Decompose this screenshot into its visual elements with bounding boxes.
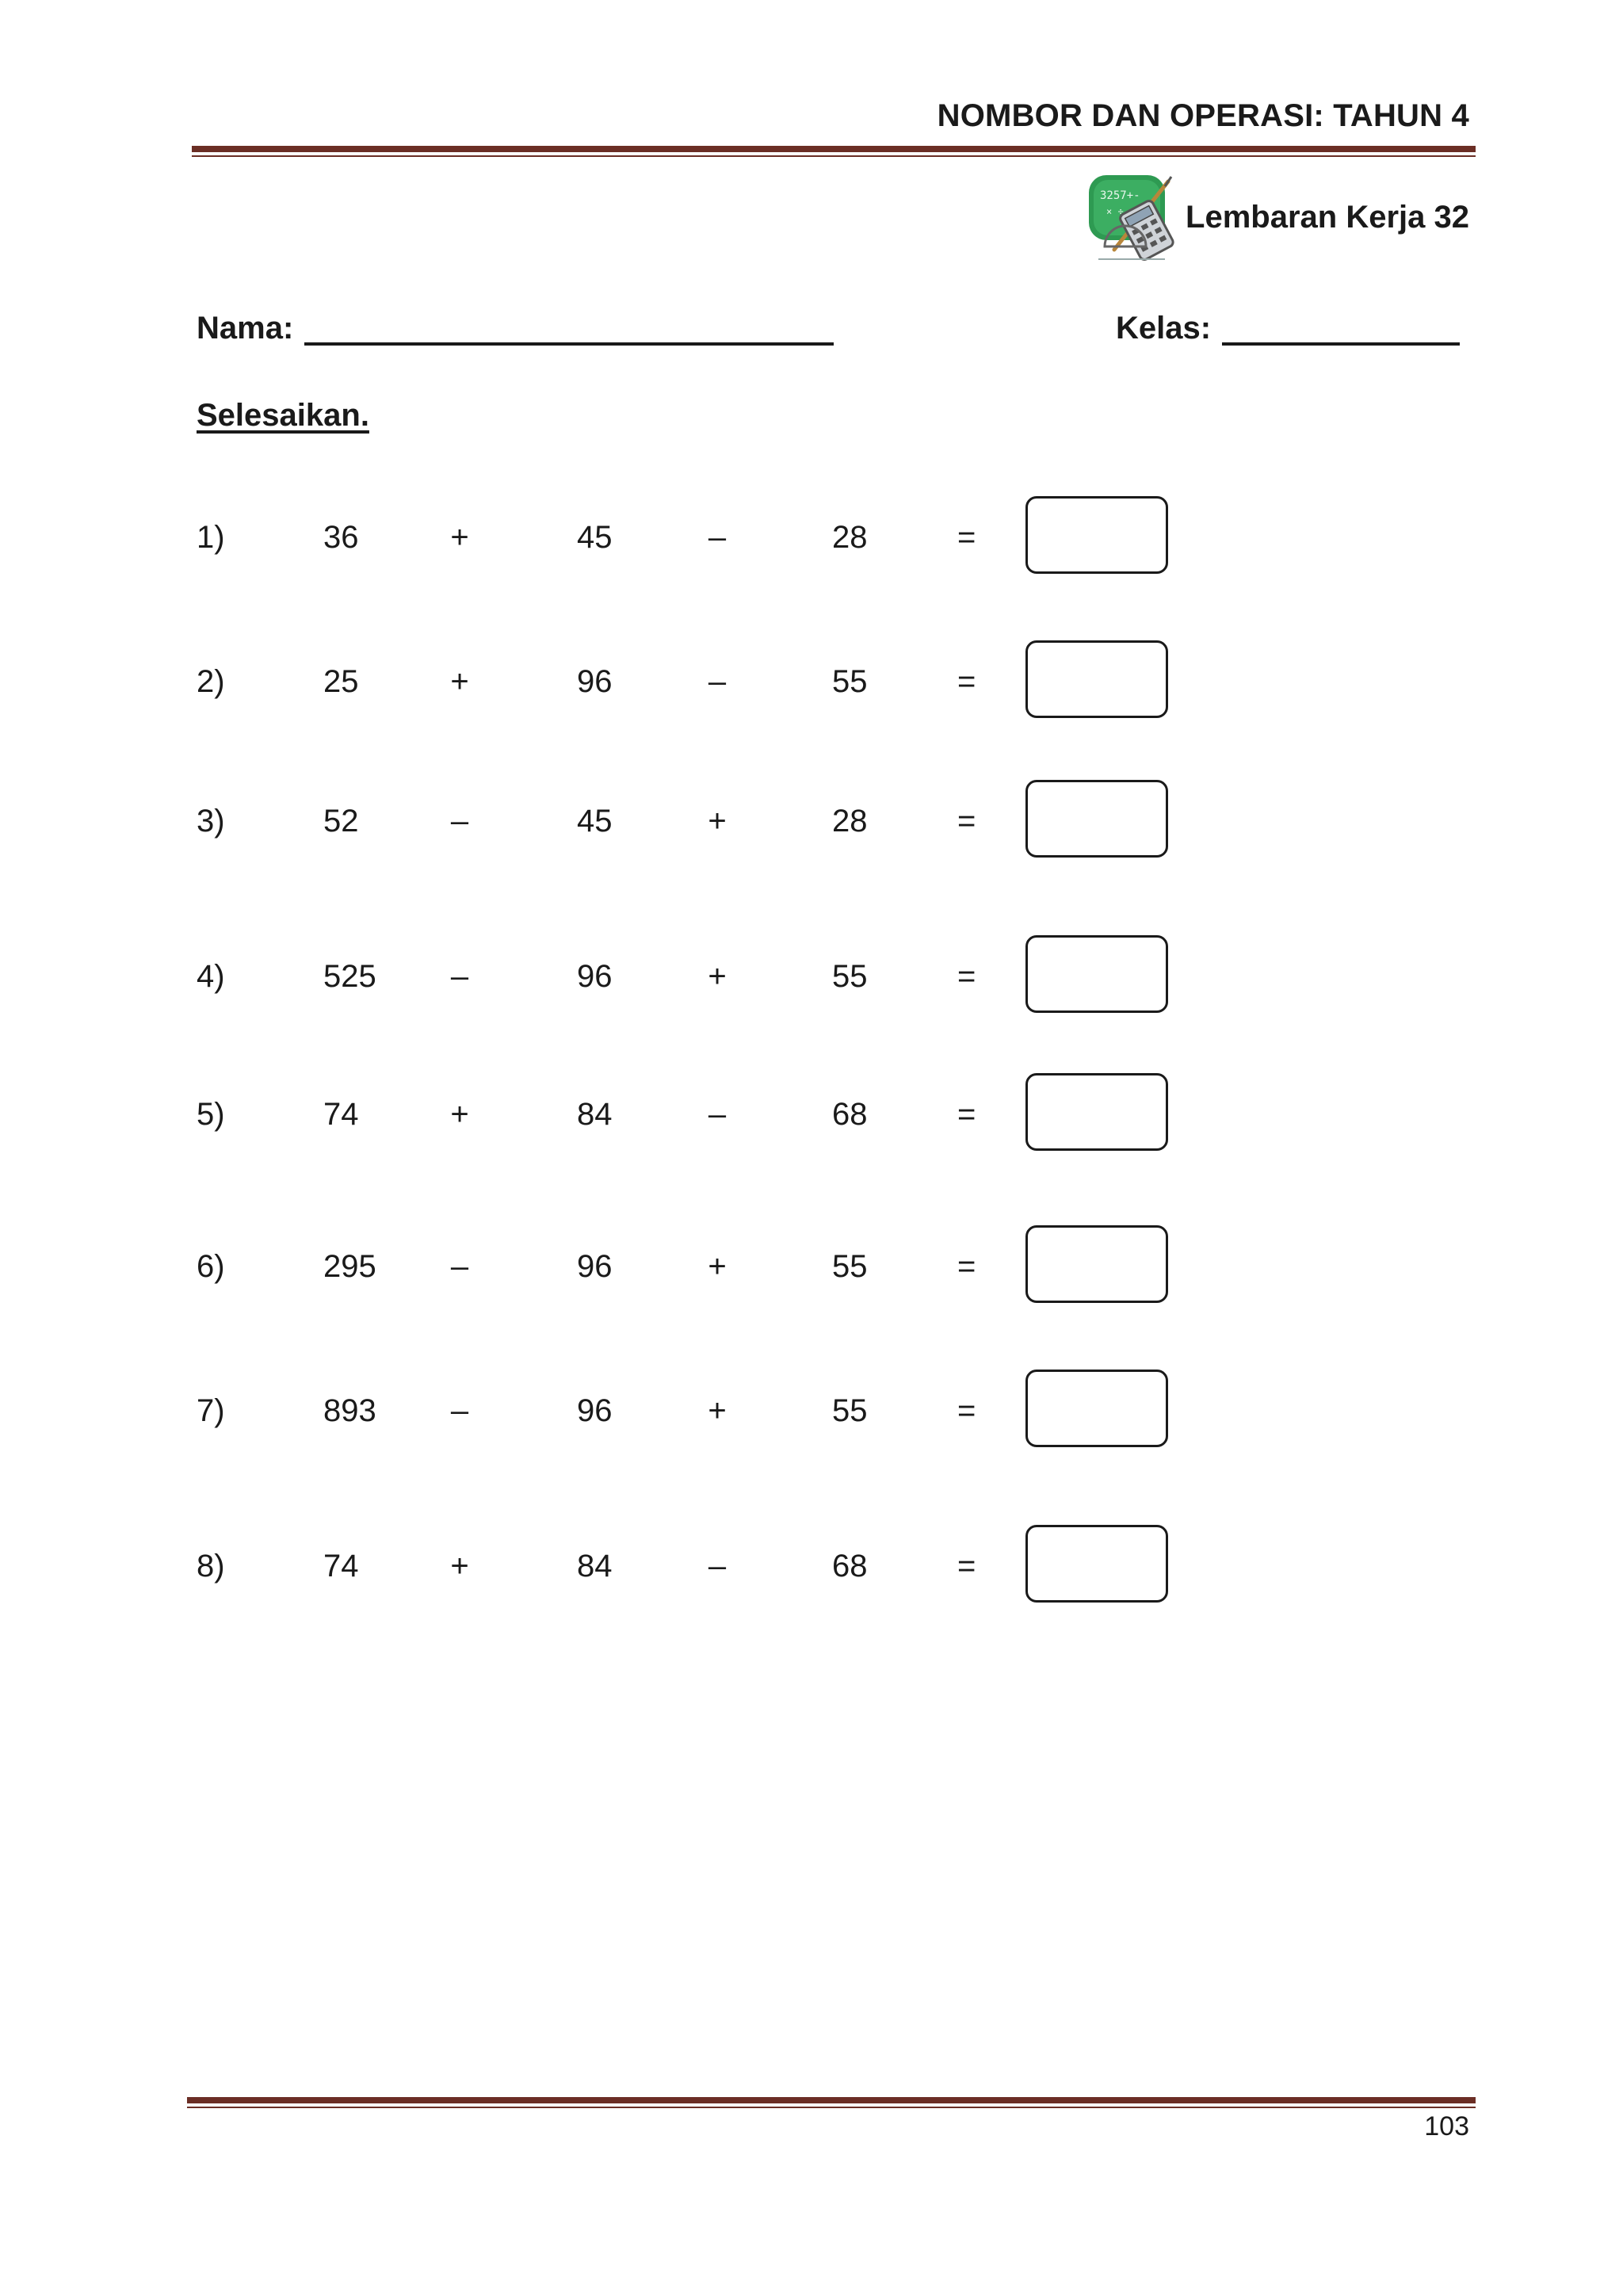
operand-c: 68: [832, 1549, 868, 1584]
instruction: Selesaikan.: [197, 398, 369, 433]
problem-row: [0, 935, 1623, 1018]
problem-number: 6): [197, 1249, 225, 1284]
name-blank-line[interactable]: [304, 342, 834, 346]
operator-1: +: [450, 664, 469, 699]
worksheet-heading: [1083, 170, 1469, 265]
answer-box-7[interactable]: [1025, 1370, 1168, 1447]
answer-box-5[interactable]: [1025, 1073, 1168, 1151]
problem-number: 5): [197, 1097, 225, 1132]
operator-2: +: [708, 804, 727, 839]
problem-row: [0, 1225, 1623, 1308]
equals-sign: =: [957, 1393, 976, 1428]
operator-2: +: [708, 959, 727, 994]
problem-number: 4): [197, 959, 225, 994]
operator-2: –: [708, 664, 727, 699]
operand-c: 28: [832, 804, 868, 839]
answer-box-1[interactable]: [1025, 496, 1168, 574]
problem-number: 7): [197, 1393, 225, 1428]
calculator-chalkboard-icon: [1083, 170, 1182, 264]
operand-b: 96: [577, 1249, 613, 1284]
operand-a: 74: [323, 1097, 359, 1132]
equals-sign: =: [957, 1249, 976, 1284]
operator-2: +: [708, 1249, 727, 1284]
class-label: Kelas:: [1116, 311, 1212, 346]
operand-b: 45: [577, 804, 613, 839]
operator-1: +: [450, 520, 469, 555]
operand-c: 68: [832, 1097, 868, 1132]
operator-1: –: [450, 1393, 469, 1428]
operand-a: 525: [323, 959, 376, 994]
operator-2: +: [708, 1393, 727, 1428]
operand-b: 96: [577, 664, 613, 699]
operator-1: +: [450, 1097, 469, 1132]
operand-a: 295: [323, 1249, 376, 1284]
header-title: NOMBOR DAN OPERASI: TAHUN 4: [937, 98, 1469, 133]
operand-a: 52: [323, 804, 359, 839]
operand-a: 74: [323, 1549, 359, 1584]
problem-number: 2): [197, 664, 225, 699]
equals-sign: =: [957, 664, 976, 699]
footer-rule: [187, 2097, 1476, 2103]
header-rule: [192, 146, 1476, 152]
worksheet-label: Lembaran Kerja 32: [1186, 199, 1469, 235]
operand-c: 55: [832, 959, 868, 994]
operator-2: –: [708, 1549, 727, 1584]
operator-1: –: [450, 1249, 469, 1284]
operand-b: 96: [577, 1393, 613, 1428]
chalkboard-text: 3257+-: [1100, 189, 1140, 202]
equals-sign: =: [957, 520, 976, 555]
operand-c: 55: [832, 1249, 868, 1284]
operand-b: 45: [577, 520, 613, 555]
operand-b: 84: [577, 1549, 613, 1584]
operator-1: –: [450, 804, 469, 839]
problem-number: 1): [197, 520, 225, 555]
problem-number: 8): [197, 1549, 225, 1584]
answer-box-3[interactable]: [1025, 780, 1168, 858]
operand-a: 893: [323, 1393, 376, 1428]
answer-box-6[interactable]: [1025, 1225, 1168, 1303]
problem-row: [0, 640, 1623, 723]
svg-text:× ÷: × ÷: [1106, 206, 1124, 217]
footer-rule-thin: [187, 2107, 1476, 2108]
operand-a: 36: [323, 520, 359, 555]
problem-row: [0, 1073, 1623, 1156]
page-number: 103: [1424, 2111, 1469, 2141]
answer-box-4[interactable]: [1025, 935, 1168, 1013]
problem-row: [0, 1525, 1623, 1607]
operand-a: 25: [323, 664, 359, 699]
problem-row: [0, 780, 1623, 862]
problem-row: [0, 496, 1623, 579]
equals-sign: =: [957, 959, 976, 994]
answer-box-2[interactable]: [1025, 640, 1168, 718]
operator-1: +: [450, 1549, 469, 1584]
operand-c: 55: [832, 664, 868, 699]
name-label: Nama:: [197, 311, 294, 346]
operator-2: –: [708, 520, 727, 555]
header-rule-thin: [192, 155, 1476, 157]
equals-sign: =: [957, 804, 976, 839]
equals-sign: =: [957, 1549, 976, 1584]
answer-box-8[interactable]: [1025, 1525, 1168, 1603]
class-blank-line[interactable]: [1222, 342, 1460, 346]
operand-c: 28: [832, 520, 868, 555]
operator-1: –: [450, 959, 469, 994]
operand-c: 55: [832, 1393, 868, 1428]
operator-2: –: [708, 1097, 727, 1132]
problem-number: 3): [197, 804, 225, 839]
operand-b: 96: [577, 959, 613, 994]
operand-b: 84: [577, 1097, 613, 1132]
problem-row: [0, 1370, 1623, 1452]
equals-sign: =: [957, 1097, 976, 1132]
